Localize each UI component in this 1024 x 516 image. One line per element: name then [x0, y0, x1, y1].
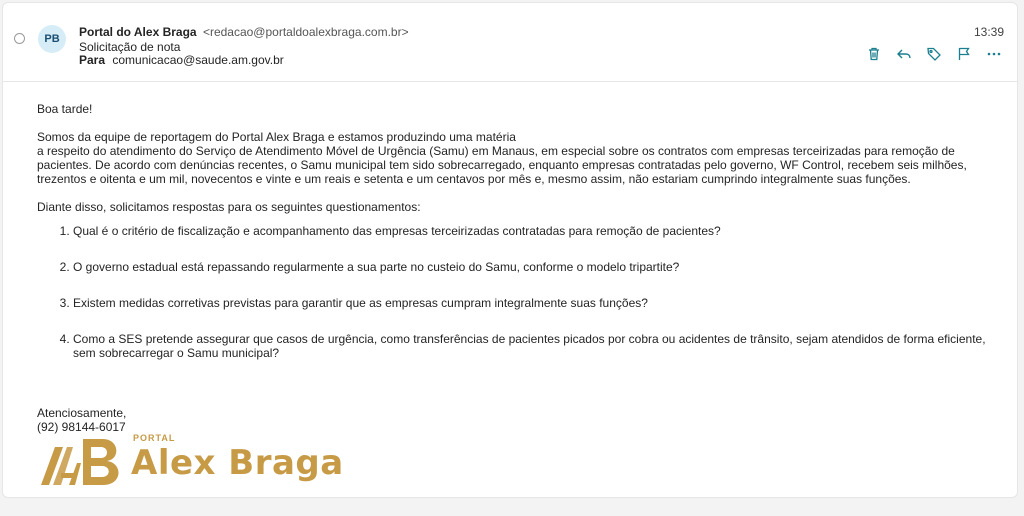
logo-big-text: Alex Braga — [131, 443, 344, 483]
more-icon — [986, 46, 1002, 62]
list-item: 1. Qual é o critério de fiscalização e acompanhamento das empresas terceirizadas contratadas para remoção de pacientes? — [73, 224, 997, 238]
to-label: Para — [79, 53, 106, 67]
reply-icon — [896, 46, 912, 62]
message-actions — [861, 43, 1007, 65]
reply-button[interactable] — [891, 43, 917, 65]
sender-name[interactable]: Portal do Alex Braga — [79, 25, 197, 39]
phone-number: (92) 98144-6017 — [37, 420, 126, 434]
list-item: 2. O governo estadual está repassando regularmente a sua parte no custeio do Samu, conforme o modelo tripartite? — [73, 260, 997, 274]
avatar[interactable]: PB — [38, 25, 66, 53]
intro-paragraph: a respeito do atendimento do Serviço de Atendimento Móvel de Urgência (Samu) em Manaus, em especial sobre os contratos com empresas terceirizadas para remoção de pacientes. De acordo com denúncias recentes, o Samu municipal tem sido sobrecarregado, enquanto empresas contratadas pelo governo, WF Control, recebem seis milhões, trezentos e oitenta e um mil, novecentos e vinte e um reais e setenta e um centavos por mês e, mesmo assim, não estariam cumprindo integralmente suas funções. — [37, 144, 967, 186]
delete-button[interactable] — [861, 43, 887, 65]
closing: Atenciosamente, — [37, 406, 127, 420]
received-time: 13:39 — [973, 25, 1004, 39]
questions-intro: Diante disso, solicitamos respostas para os seguintes questionamentos: — [37, 200, 421, 214]
email-header — [3, 3, 1017, 82]
sender-line — [79, 25, 409, 39]
email-subject: Solicitação de nota — [79, 40, 181, 54]
sender-email: <redacao@portaldoalexbraga.com.br> — [202, 25, 409, 39]
signature — [37, 406, 126, 434]
portal-logo — [39, 433, 359, 491]
email-reading-pane — [2, 2, 1018, 498]
greeting: Boa tarde! — [37, 102, 93, 116]
tag-button[interactable] — [921, 43, 947, 65]
intro-line-1: Somos da equipe de reportagem do Portal Alex Braga e estamos produzindo uma matéria — [37, 130, 516, 144]
to-address[interactable]: comunicacao@saude.am.gov.br — [112, 53, 284, 67]
more-button[interactable] — [981, 43, 1007, 65]
tag-icon — [926, 46, 942, 62]
logo-mark-icon — [39, 433, 129, 489]
logo-small-text: PORTAL — [133, 433, 176, 443]
list-item: 4. Como a SES pretende assegurar que casos de urgência, como transferências de pacientes picados por cobra ou acidentes de trânsito, sejam atendidos de forma eficiente, sem sobrecarregar o Samu municipal? — [73, 332, 997, 360]
email-body — [37, 102, 997, 382]
delete-icon — [866, 46, 882, 62]
list-item: 3. Existem medidas corretivas previstas para garantir que as empresas cumpram integralmente suas funções? — [73, 296, 997, 310]
questions-list — [37, 224, 997, 360]
select-radio[interactable] — [14, 33, 25, 44]
flag-icon — [956, 46, 972, 62]
recipient-line — [79, 53, 284, 67]
flag-button[interactable] — [951, 43, 977, 65]
